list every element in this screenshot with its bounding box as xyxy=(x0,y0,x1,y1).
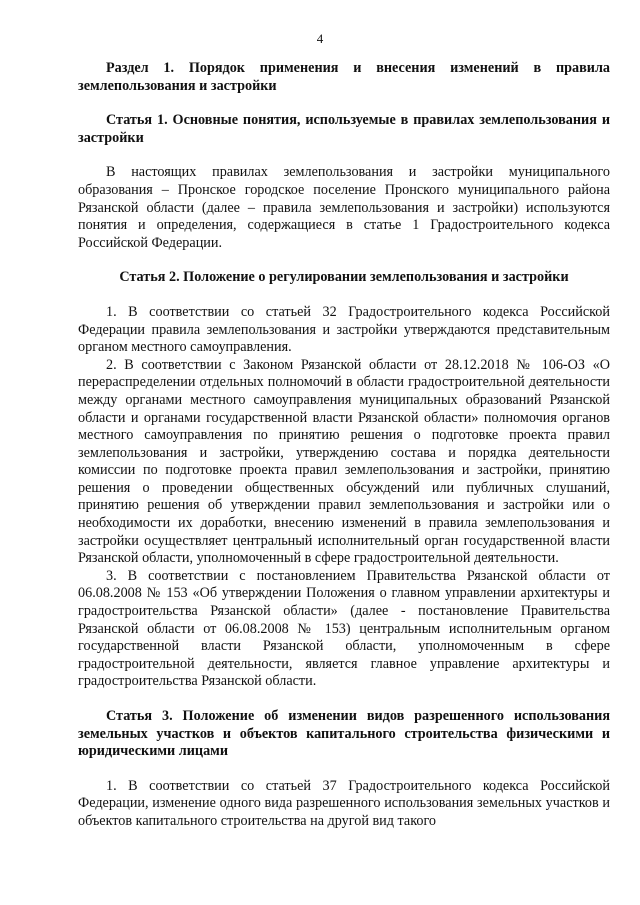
document-content xyxy=(78,60,610,831)
article-1-title: Статья 1. Основные понятия, используемые в правилах землепользования и застройки xyxy=(78,112,610,146)
article-2-paragraph-2: 2. В соответствии с Законом Рязанской области от 28.12.2018 № 106-ОЗ «О перераспределении отдельных полномочий в области градостроительной деятельности между органами местного самоуправления муниципальных образований Рязанской области и органами государственной власти Рязанской области» полномочия органов местного самоуправления по принятию решения о подготовке проекта правил землепользования и застройки, утверждению состава и порядка деятельности комиссии по подготовке проекта правил землепользования и застройки, принятию решения о проведении общественных обсуждений или публичных слушаний, принятию решения об утверждении правил землепользования и застройки или о необходимости их доработки, внесению изменений в правила землепользования и застройки осуществляет центральный исполнительный орган государственной власти Рязанской области, уполномоченный в сфере градостроительной деятельности. xyxy=(78,356,610,567)
article-1-paragraph: В настоящих правилах землепользования и застройки муниципального образования – Пронское городское поселение Пронского муниципального района Рязанской области (далее – правила землепользования и застройки) используются понятия и определения, содержащиеся в статье 1 Градостроительного кодекса Российской Федерации. xyxy=(78,164,610,251)
article-2-paragraph-1: 1. В соответствии со статьей 32 Градостроительного кодекса Российской Федерации правила землепользования и застройки утверждаются представительным органом местного самоуправления. xyxy=(78,303,610,356)
article-3-title: Статья 3. Положение об изменении видов разрешенного использования земельных участков и объектов капитального строительства физическими и юридическими лицами xyxy=(78,708,610,760)
page-number: 4 xyxy=(316,31,324,46)
section-1-title: Раздел 1. Порядок применения и внесения изменений в правила землепользования и застройки xyxy=(78,60,610,94)
article-3-paragraph-1: 1. В соответствии со статьей 37 Градостроительного кодекса Российской Федерации, изменение одного вида разрешенного использования земельных участков и объектов капитального строительства на другой вид такого xyxy=(78,777,610,829)
article-2-title: Статья 2. Положение о регулировании землепользования и застройки xyxy=(119,269,569,286)
article-2-paragraph-3: 3. В соответствии с постановлением Правительства Рязанской области от 06.08.2008 № 153 «Об утверждении Положения о главном управлении архитектуры и градостроительства Рязанской области» (далее - постановление Правительства Рязанской области от 06.08.2008 № 153) центральным исполнительным органом государственной власти Рязанской области, уполномоченным в сфере градостроительной деятельности, является главное управление архитектуры и градостроительства Рязанской области. xyxy=(78,567,610,690)
